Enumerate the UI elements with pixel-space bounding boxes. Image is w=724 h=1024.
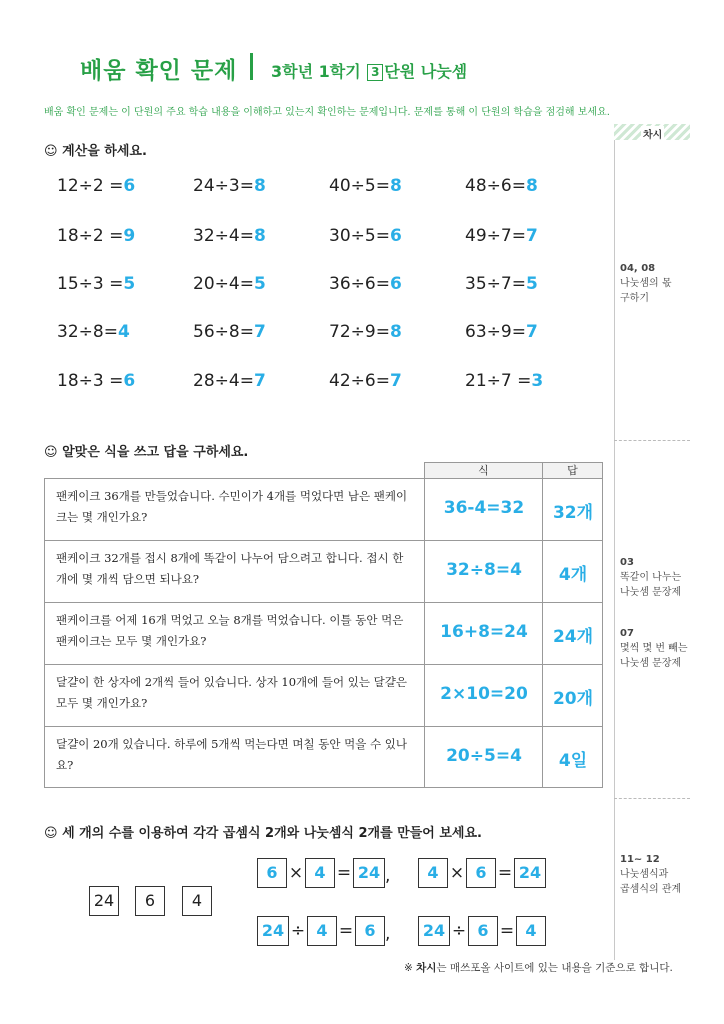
calculation-question: 72÷9= (329, 322, 390, 342)
calculation-item (57, 274, 135, 294)
calculation-item (329, 176, 402, 196)
calculation-question: 24÷3= (193, 176, 254, 196)
calculation-answer: 8 (389, 176, 402, 196)
calculation-item (57, 322, 130, 342)
expression-column-header: 식 (424, 462, 543, 479)
table-row (44, 540, 424, 602)
sidebar-entry (620, 261, 671, 306)
calculation-question: 30÷5= (329, 226, 390, 246)
calculation-answer: 6 (389, 226, 402, 246)
calculation-item (329, 274, 402, 294)
sidebar-entry-line: 곱셈식의 관계 (620, 884, 682, 895)
equation-operator: ÷ (290, 921, 306, 941)
page-title: 배움 확인 문제 (80, 58, 238, 84)
table-row (44, 478, 424, 540)
answer-cell: 32개 (552, 503, 594, 523)
subtitle-unit: 단원 나눗셈 (384, 62, 468, 81)
subtitle-grade: 3학년 1학기 (271, 62, 361, 81)
table-row-divider (44, 602, 603, 603)
equation-separator: , (385, 924, 391, 944)
calculation-item (329, 322, 402, 342)
expression-cell: 16+8=24 (440, 622, 528, 642)
equation-equals: = (497, 863, 513, 883)
table-row-divider (44, 664, 603, 665)
answer-cell: 20개 (552, 689, 594, 709)
calculation-question: 20÷4= (193, 274, 254, 294)
sidebar-entry-line: 구하기 (620, 293, 649, 304)
sidebar-entry-line: 나눗셈식과 (620, 869, 669, 880)
calculation-item (329, 226, 402, 246)
calculation-answer: 5 (253, 274, 266, 294)
calculation-answer: 9 (123, 226, 136, 246)
calculation-answer: 6 (389, 274, 402, 294)
calculation-item (329, 371, 402, 391)
calculation-question: 32÷4= (193, 226, 254, 246)
equation-operator: ÷ (451, 921, 467, 941)
calculation-item (193, 371, 266, 391)
calculation-question: 63÷9= (465, 322, 526, 342)
calculation-answer: 8 (525, 176, 538, 196)
equation-operand-box: 6 (468, 916, 498, 946)
answer-cell: 4일 (558, 751, 588, 771)
calculation-question: 28÷4= (193, 371, 254, 391)
given-number-box: 24 (89, 886, 119, 916)
equation-operand-box: 4 (307, 916, 337, 946)
calculation-question: 15÷3 = (57, 274, 124, 294)
calculation-question: 32÷8= (57, 322, 118, 342)
problem-text: 팬케이크를 어제 16개 먹었고 오늘 8개를 먹었습니다. 이틀 동안 먹은 팬케이크는 모두 몇 개인가요? (56, 613, 404, 648)
sidebar-separator (614, 798, 690, 799)
expression-cell: 32÷8=4 (446, 560, 522, 580)
problem-text: 팬케이크 32개를 접시 8개에 똑같이 나누어 담으려고 합니다. 접시 한 개에 몇 개씩 담으면 되나요? (56, 551, 404, 586)
calculation-question: 48÷6= (465, 176, 526, 196)
calculation-answer: 7 (525, 322, 538, 342)
equation-result-box: 4 (516, 916, 546, 946)
equation-equals: = (338, 921, 354, 941)
equation-operand-box: 6 (257, 858, 287, 888)
calculation-question: 56÷8= (193, 322, 254, 342)
equation-operator: × (449, 863, 465, 883)
calculation-item (57, 176, 135, 196)
equation-operand-box: 4 (305, 858, 335, 888)
calculation-question: 21÷7 = (465, 371, 532, 391)
calculation-question: 36÷6= (329, 274, 390, 294)
calculation-item (193, 226, 266, 246)
calculation-answer: 5 (123, 274, 136, 294)
given-number-box: 4 (182, 886, 212, 916)
sidebar-entry-line: 나눗셈의 몫 (620, 278, 672, 289)
footnote (404, 960, 673, 975)
equation-operand-box: 4 (418, 858, 448, 888)
sidebar-divider (614, 140, 615, 960)
equation-separator: , (385, 866, 391, 886)
calculation-question: 42÷6= (329, 371, 390, 391)
equation-result-box: 6 (355, 916, 385, 946)
sidebar-entry-code: 04, 08 (620, 263, 656, 274)
calculation-item (465, 322, 538, 342)
equation-result-box: 24 (514, 858, 546, 888)
calculation-answer: 7 (389, 371, 402, 391)
equation-equals: = (499, 921, 515, 941)
equation-equals: = (336, 863, 352, 883)
given-number-box: 6 (135, 886, 165, 916)
calculation-answer: 8 (389, 322, 402, 342)
section1-title: ☺ 계산을 하세요. (44, 144, 147, 159)
table-row (44, 726, 424, 788)
section2-title: ☺ 알맞은 식을 쓰고 답을 구하세요. (44, 445, 249, 460)
section3-title: ☺ 세 개의 수를 이용하여 각각 곱셈식 2개와 나눗셈식 2개를 만들어 보세요. (44, 826, 482, 841)
calculation-answer: 6 (123, 371, 136, 391)
page-subtitle (271, 59, 467, 82)
calculation-answer: 7 (253, 371, 266, 391)
calculation-question: 40÷5= (329, 176, 390, 196)
calculation-question: 18÷3 = (57, 371, 124, 391)
calculation-question: 12÷2 = (57, 176, 124, 196)
calculation-item (465, 226, 538, 246)
sidebar-entry-code: 03 (620, 557, 634, 568)
calculation-answer: 7 (253, 322, 266, 342)
table-row-divider (44, 540, 603, 541)
sidebar-heading: 차시 (641, 126, 664, 141)
answer-column-header: 답 (542, 462, 603, 479)
calculation-item (465, 274, 538, 294)
footnote-keyword: 차시 (416, 962, 437, 974)
equation-result-box: 24 (353, 858, 385, 888)
footnote-mark: ※ (404, 962, 413, 974)
expression-cell: 20÷5=4 (446, 746, 522, 766)
title-divider (250, 53, 253, 80)
calculation-item (193, 176, 266, 196)
calculation-question: 49÷7= (465, 226, 526, 246)
page-description: 배움 확인 문제는 이 단원의 주요 학습 내용을 이해하고 있는지 확인하는 문제입니다. 문제를 통해 이 단원의 학습을 점검해 보세요. (44, 107, 610, 118)
problem-text: 팬케이크 36개를 만들었습니다. 수민이가 4개를 먹었다면 남은 팬케이크는 몇 개인가요? (56, 489, 408, 524)
table-row (44, 664, 424, 726)
calculation-question: 18÷2 = (57, 226, 124, 246)
sidebar-entry-line: 똑같이 나누는 (620, 572, 682, 583)
calculation-item (193, 322, 266, 342)
answer-cell: 4개 (558, 565, 588, 585)
calculation-answer: 4 (117, 322, 130, 342)
sidebar-entry (620, 555, 681, 600)
calculation-answer: 3 (531, 371, 544, 391)
table-row (44, 602, 424, 664)
expression-cell: 2×10=20 (440, 684, 528, 704)
sidebar-entry (620, 852, 681, 897)
equation-operand-box: 24 (257, 916, 289, 946)
sidebar-entry-code: 11~ 12 (620, 854, 660, 865)
calculation-answer: 7 (525, 226, 538, 246)
calculation-answer: 6 (123, 176, 136, 196)
table-row-divider (44, 726, 603, 727)
expression-cell: 36-4=32 (443, 498, 525, 518)
calculation-answer: 8 (253, 176, 266, 196)
sidebar-entry-code: 07 (620, 628, 634, 639)
sidebar-entry-line: 나눗셈 문장제 (620, 658, 682, 669)
calculation-answer: 8 (253, 226, 266, 246)
problem-text: 달걀이 20개 있습니다. 하루에 5개씩 먹는다면 며칠 동안 먹을 수 있나요? (56, 737, 407, 772)
sidebar-entry-line: 나눗셈 문장제 (620, 587, 682, 598)
calculation-item (57, 226, 135, 246)
calculation-item (57, 371, 135, 391)
sidebar-separator (614, 440, 690, 441)
footnote-text: 는 매쓰포올 사이트에 있는 내용을 기준으로 합니다. (436, 962, 673, 974)
calculation-item (465, 371, 543, 391)
sidebar-entry-line: 몇씩 몇 번 빼는 (620, 643, 688, 654)
equation-operand-box: 24 (418, 916, 450, 946)
calculation-item (193, 274, 266, 294)
answer-cell: 24개 (552, 627, 594, 647)
equation-operator: × (288, 863, 304, 883)
unit-number-box: 3 (367, 64, 383, 81)
problem-text: 달걀이 한 상자에 2개씩 들어 있습니다. 상자 10개에 들어 있는 달걀은 모두 몇 개인가요? (56, 675, 407, 710)
equation-operand-box: 6 (466, 858, 496, 888)
calculation-answer: 5 (525, 274, 538, 294)
calculation-item (465, 176, 538, 196)
calculation-question: 35÷7= (465, 274, 526, 294)
sidebar-entry (620, 626, 688, 671)
